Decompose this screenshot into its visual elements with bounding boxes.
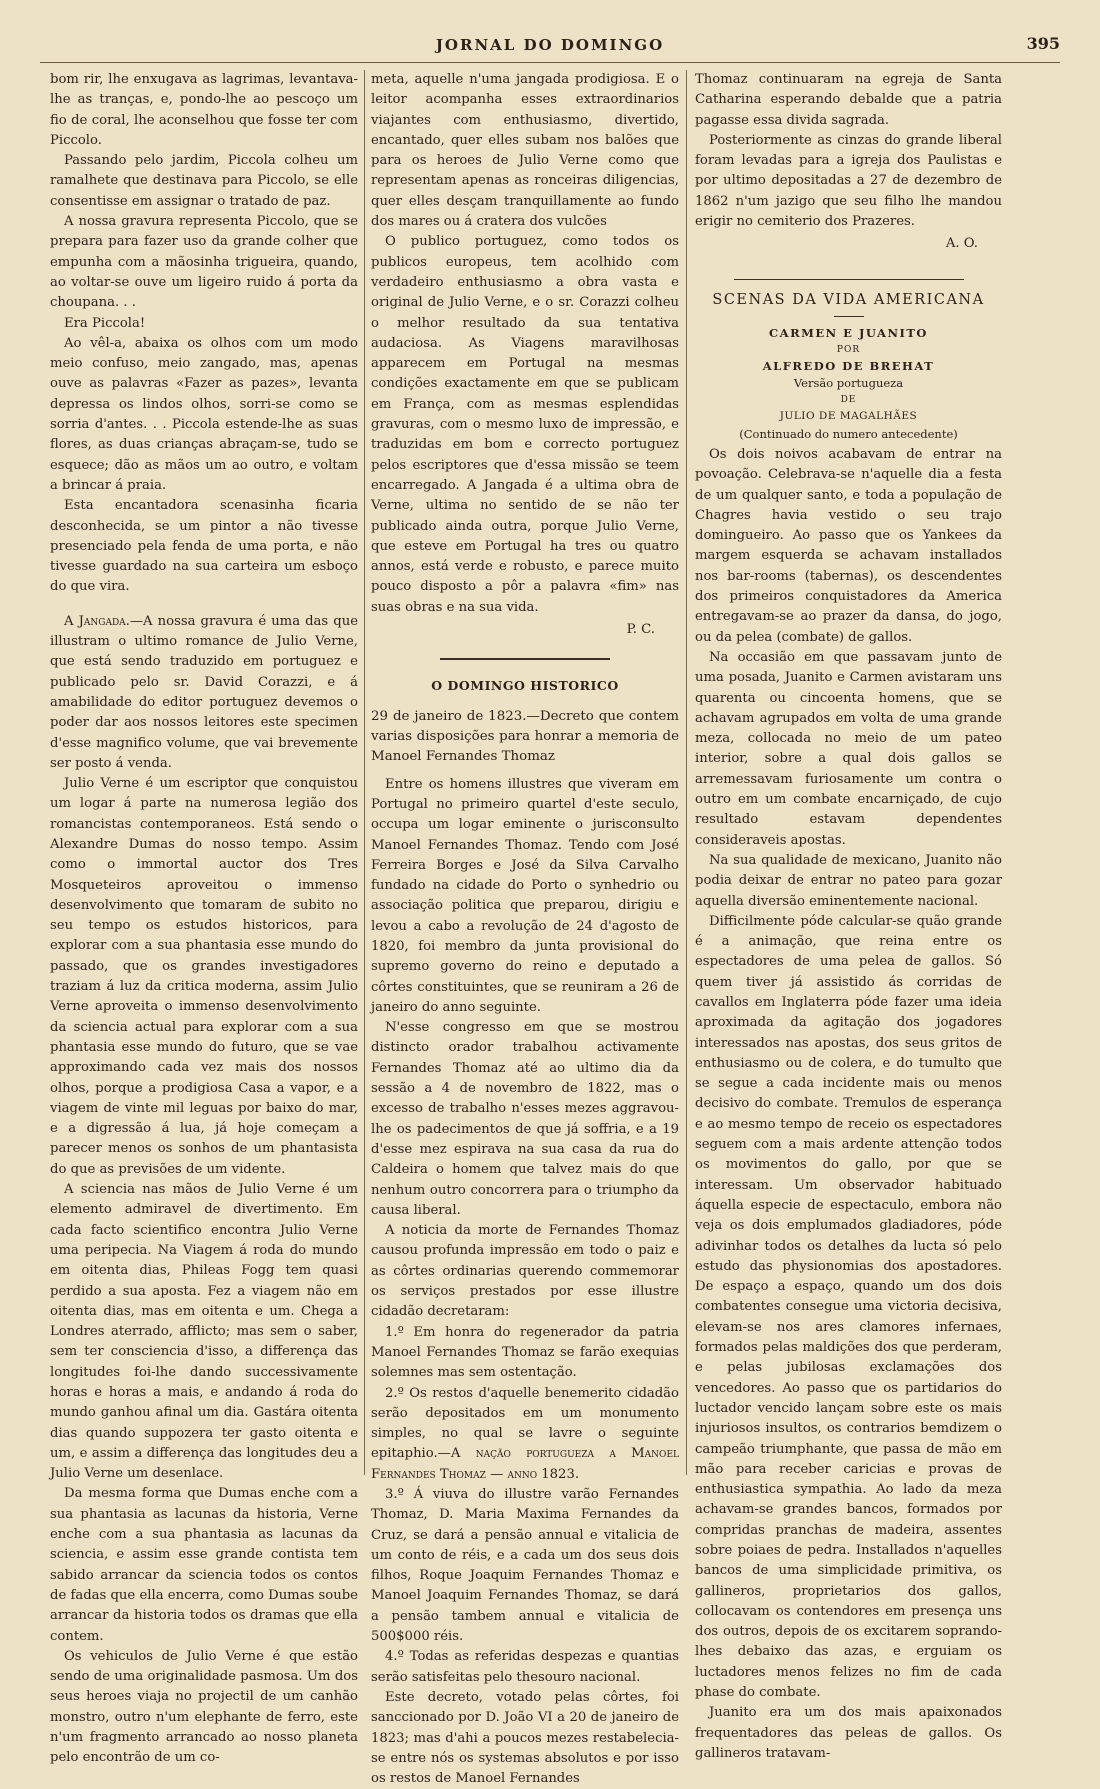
paragraph: Julio Verne é um escriptor que conquistou um logar á parte na numerosa legião dos romancistas contemporaneos. Está sendo o Alexandre Dumas do nosso tempo. Assim como o immortal auctor dos Tres Mosqueteiros aproveitou o immenso desenvolvimento que tomaram de subito no seu tempo os estudos historicos, para explorar com a sua phantasia esse mundo do passado, que os grandes investigadores traziam á luz da critica moderna, assim Julio Verne aproveita o immenso desenvolvimento da sciencia actual para explorar com a sua phantasia esse mundo do futuro, que se vae approximando cada vez mais dos nossos olhos, porque a prodigiosa Casa a vapor, e a viagem de vinte mil leguas por baixo do mar, e a digressão á lua, já hoje começam a parecer menos os sonhos de um phantasista do que as previsões de um vidente. xyxy=(50,776,358,1177)
story-author: ALFREDO DE BREHAT xyxy=(762,358,935,373)
section-title: SCENAS DA VIDA AMERICANA xyxy=(712,291,985,308)
signature: A. O. xyxy=(945,236,978,252)
story-title: CARMEN E JUANITO xyxy=(769,325,928,340)
column-divider xyxy=(364,70,365,1475)
page-number: 395 xyxy=(1026,34,1060,53)
signature: P. C. xyxy=(626,622,655,638)
byline-de: DE xyxy=(840,394,857,405)
paragraph: Na occasião em que passavam junto de uma posada, Juanito e Carmen avistaram uns quarenta ou cincoenta homens, que se achavam agrupados em volta de uma grande meza, collocada no meio de um pateo interior, sobre a qual dois gallos se arremessavam furiosamente um contra o outro em um combate encarniçado, de cujo resultado estavam dependentes consideraveis apostas. xyxy=(695,649,1002,848)
jangada-paragraph xyxy=(50,612,358,774)
translation-label: Versão portugueza xyxy=(793,375,904,390)
byline-por: POR xyxy=(836,344,861,355)
paragraph: O publico portuguez, como todos os publicos europeus, tem acolhido com verdadeiro enthusiasmo a obra vasta e original de Julio Verne, e o sr. Corazzi colheu o melhor resultado da sua tentativa audaciosa. As Viagens maravilhosas apparecem em Portugal na mesmas condições exactamente em que se publicam em França, com as mesmas esplendidas gravuras, com o mesmo luxo de impressão, e traduzidas em bom e correcto portuguez pelos escriptores que d'essa missão se teem encarregado. A Jangada é a ultima obra de Verne, ultima no sentido de se não ter publicado ainda outra, porque Julio Verne, que esteve em Portugal ha tres ou quatro annos, está verde e robusto, e parece muito pouco disposto a pôr a palavra «fim» nas suas obras e na sua vida. xyxy=(371,234,679,615)
paragraph: Da mesma forma que Dumas enche com a sua phantasia as lacunas da historia, Verne enche com a sua phantasia as lacunas da sciencia, e assim esse grande contista tem sabido arrancar da sciencia todos os contos de fadas que ella encerra, como Dumas soube arrancar da historia todos os dramas que ella contem. xyxy=(50,1486,358,1644)
paragraph: Era Piccola! xyxy=(64,315,146,331)
page-header xyxy=(40,30,1060,60)
paragraph: Este decreto, votado pelas côrtes, foi sanccionado por D. João VI a 20 de janeiro de 1823; mas d'ahi a poucos mezes restabelecia-se entre nós os systemas absolutos e por isso os restos de Manoel Fernandes xyxy=(371,1689,679,1787)
section-divider xyxy=(734,279,964,280)
title-rule xyxy=(834,316,864,317)
masthead: JORNAL DO DOMINGO xyxy=(435,36,665,54)
paragraph: 1.º Em honra do regenerador da patria Manoel Fernandes Thomaz se farão exequias solemnes mas sem ostentação. xyxy=(371,1324,679,1381)
paragraph: A nossa gravura representa Piccolo, que se prepara para fazer uso da grande colher que empunha com a mãosinha trigueira, quando, ao voltar-se ouve um ligeiro ruido á porta da choupana. . . xyxy=(50,214,358,311)
paragraph: Esta encantadora scenasinha ficaria desconhecida, se um pintor a não tivesse presenciado pela fenda de uma porta, e não tivesse guardado na sua carteira um esboço do que vira. xyxy=(50,498,358,595)
paragraph xyxy=(371,1384,679,1485)
header-rule xyxy=(40,62,1060,63)
paragraph: Thomaz continuaram na egreja de Santa Catharina esperando debalde que a patria pagasse essa divida sagrada. xyxy=(695,72,1002,128)
paragraph: Difficilmente póde calcular-se quão grande é a animação, que reina entre os espectadores de uma pelea de gallos. Só quem tiver já assistido ás corridas de cavallos em Inglaterra póde fazer uma ideia aproximada da agitação dos jogadores interessados nas apostas, dos seus gritos de enthusiasmo ou de colera, e do tumulto que se segue a cada incidente mais ou menos decisivo do combate. Tremulos de esperança e ao mesmo tempo de receio os espectadores seguem com a mais ardente attenção todos os movimentos do gallo, por que se interessam. Um observador habituado áquella especie de espectaculo, embora não veja os dois emplumados gladiadores, póde adivinhar todos os detalhes da lucta só pelo estudo das physionomias dos apostadores. De espaço a espaço, quando um dos dois combatentes consegue uma victoria decisiva, elevam-se nos ares clamores infernaes, formados pelas maldições dos que perderam, e pelas jubilosas exclamações dos vencedores. Ao passo que os partidarios do luctador vencido lançam sobre este os mais injuriosos insultos, os contrarios bemdizem o campeão triumphante, que passa de mão em mão para receber caricias e provas de enthusiastica sympathia. Ao lado da meza achavam-se grandes bancos, formados por compridas pranchas de madeira, assentes sobre poiaes de pedra. Installados n'aquelles bancos de uma simplicidade primitiva, os gallineros, proprietarios dos gallos, collocavam os contendores em presença uns dos outros, depois de os excitarem soprando-lhes debaixo das azas, e erguiam os luctadores menos felizes no fim de cada phase do combate. xyxy=(695,913,1002,1701)
paragraph: Na sua qualidade de mexicano, Juanito não podia deixar de entrar no pateo para gozar aquella diversão eminentemente nacional. xyxy=(695,852,1002,909)
paragraph: 3.º Á viuva do illustre varão Fernandes Thomaz, D. Maria Maxima Fernandes da Cruz, se dará a pensão annual e vitalicia de um conto de réis, e a cada um dos seus dois filhos, Roque Joaquim Fernandes Thomaz e Manoel Joaquim Fernandes Thomaz, se dará a pensão tambem annual e vitalicia de 500$000 réis. xyxy=(371,1487,679,1645)
continued-note: (Continuado do numero antecedente) xyxy=(739,426,958,441)
paragraph: A noticia da morte de Fernandes Thomaz causou profunda impressão em todo o paiz e as côrtes ordinarias querendo commemorar os serviços prestados por esse illustre cidadão decretaram: xyxy=(371,1223,679,1320)
column-divider xyxy=(686,70,687,1475)
section-title: O DOMINGO HISTORICO xyxy=(431,678,619,694)
paragraph: Passando pelo jardim, Piccola colheu um ramalhete que destinava para Piccolo, se elle consentisse em assignar o tratado de paz. xyxy=(50,153,358,209)
column-1 xyxy=(50,70,358,1766)
paragraph: Posteriormente as cinzas do grande liberal foram levadas para a igreja dos Paulistas e por ultimo depositadas a 27 de dezembro de 1862 n'um jazigo que seu filho lhe mandou erigir no cemiterio dos Prazeres. xyxy=(695,132,1002,230)
column-2 xyxy=(371,70,679,1787)
jangada-text: —A nossa gravura é uma das que illustram o ultimo romance de Julio Verne, que está sendo traduzido em portuguez e publicado pelo sr. David Corazzi, e á amabilidade do editor portuguez devemos o poder dar aos nossos leitores este specimen d'esse magnifico volume, que vai brevemente ser posto á venda. xyxy=(50,613,358,771)
paragraph: bom rir, lhe enxugava as lagrimas, levantava-lhe as tranças, e, pondo-lhe ao pescoço um fio de coral, lhe aconselhou que fosse ter com Piccolo. xyxy=(50,72,358,148)
column-3 xyxy=(695,70,1002,1761)
paragraph-text: 2.º Os restos d'aquelle benemerito cidadão serão depositados em um monumento simples, no qual se lavre o seguinte epitaphio.— xyxy=(371,1385,679,1462)
section-divider xyxy=(440,658,610,660)
paragraph: Ao vêl-a, abaixa os olhos com um modo meio confuso, meio zangado, mas, apenas ouve as palavras «Fazer as pazes», levanta depressa os lindos olhos, sorri-se como se sorria d'antes. . . Piccola estende-lhe as suas flores, as duas crianças abraçam-se, tudo se esquece; dão as mãos um ao outro, e voltam a brincar á praia. xyxy=(50,335,358,493)
paragraph: Juanito era um dos mais apaixonados frequentadores das peleas de gallos. Os gallineros tratavam- xyxy=(695,1705,1002,1761)
paragraph: A sciencia nas mãos de Julio Verne é um elemento admiravel de divertimento. Em cada facto scientifico encontra Julio Verne uma peripecia. Na Viagem á roda do mundo em oitenta dias, Phileas Fogg tem quasi perdido a sua aposta. Fez a viagem não em oitenta dias, mas em oitenta e um. Chega a Londres aterrado, afflicto; mas sem o saber, sem ter consciencia d'isso, a differença das longitudes foi-lhe dando successivamente horas e horas a mais, e andando á roda do mundo ganhou afinal um dia. Gastára oitenta dias quando suppozera ter gasto oitenta e um, e assim a differença das longitudes deu a Julio Verne um desenlace. xyxy=(50,1182,358,1482)
jangada-label: A Jangada. xyxy=(64,613,130,629)
translator-name: JULIO DE MAGALHÃES xyxy=(779,409,918,422)
paragraph: Os dois noivos acabavam de entrar na povoação. Celebrava-se n'aquelle dia a festa de um qualquer santo, e toda a população de Chagres havia vestido o seu trajo domingueiro. Ao passo que os Yankees da margem esquerda se achavam installados nos bar-rooms (tabernas), os descendentes dos primeiros conquistadores da America entregavam-se ao prazer da dansa, do jogo, ou da pelea (combate) de gallos. xyxy=(695,446,1002,645)
epitaph: A nação portugueza a Manoel Fernandes Thomaz — anno 1823. xyxy=(371,1446,679,1482)
paragraph: meta, aquelle n'uma jangada prodigiosa. E o leitor acompanha esses extraordinarios viajantes com enthusiasmo, divertido, encantado, quer elles subam nos balões que para os heroes de Julio Verne como que representam apenas as ronceiras diligencias, quer elles desçam tranquillamente ao fundo dos mares ou á cratera dos vulcões xyxy=(371,72,679,230)
entry-heading: 29 de janeiro de 1823.—Decreto que contem varias disposições para honrar a memoria de Manoel Fernandes Thomaz xyxy=(371,708,679,764)
paragraph: Os vehiculos de Julio Verne é que estão sendo de uma originalidade pasmosa. Um dos seus heroes viaja no projectil de um canhão monstro, outro n'um elephante de ferro, este n'um fragmento arrancado ao nosso planeta pelo encontrão de um co- xyxy=(50,1648,358,1766)
paragraph: N'esse congresso em que se mostrou distincto orador trabalhou activamente Fernandes Thomaz até ao ultimo dia da sessão a 4 de novembro de 1822, mas o excesso de trabalho n'esses mezes aggravou-lhe os padecimentos de que já soffria, e a 19 d'esse mez espirava na sua casa da rua do Caldeira o homem que talvez mais do que nenhum outro concorrera para o triumpho da causa liberal. xyxy=(371,1020,679,1218)
paragraph: 4.º Todas as referidas despezas e quantias serão satisfeitas pelo thesouro nacional. xyxy=(371,1649,679,1685)
paragraph: Entre os homens illustres que viveram em Portugal no primeiro quartel d'este seculo, occupa um logar eminente o jurisconsulto Manoel Fernandes Thomaz. Tendo com José Ferreira Borges e José da Silva Carvalho fundado na cidade do Porto o synhedrio ou associação politica que preparou, dirigiu e levou a cabo a revolução de 24 d'agosto de 1820, foi membro da junta provisional do supremo governo do reino e deputado a côrtes constituintes, que se reuniram a 26 de janeiro do anno seguinte. xyxy=(371,776,679,1015)
